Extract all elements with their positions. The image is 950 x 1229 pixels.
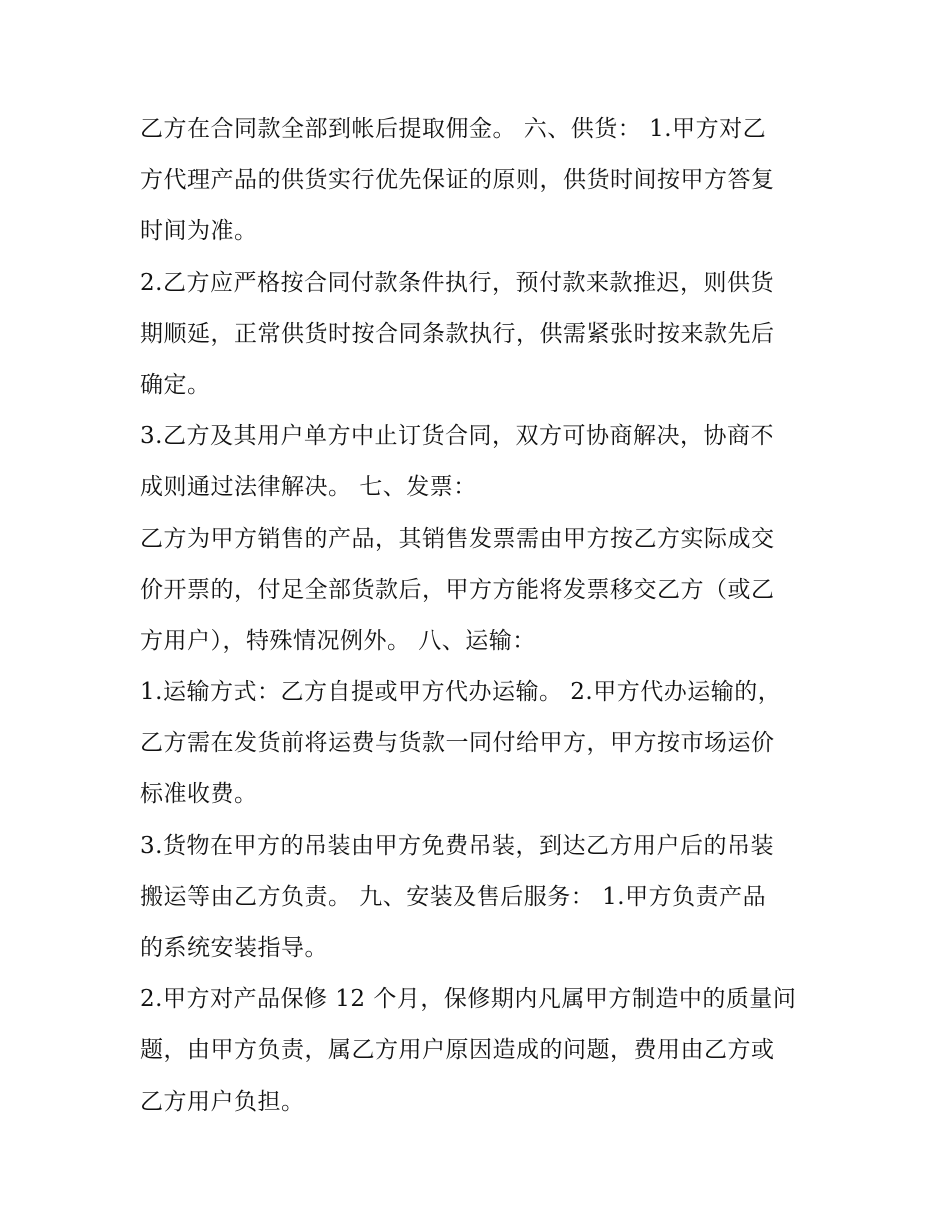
- text-line: 确定。: [140, 371, 211, 398]
- text-line: 时间为准。: [140, 218, 258, 245]
- document-body: [140, 104, 820, 1128]
- text-line: 3.乙方及其用户单方中止订货合同，双方可协商解决，协商不: [140, 423, 774, 450]
- text-line: 2.乙方应严格按合同付款条件执行，预付款来款推迟，则供货: [140, 269, 774, 296]
- text-line: 乙方在合同款全部到帐后提取佣金。 六、供货： 1.甲方对乙: [140, 116, 767, 142]
- text-line: 方代理产品的供货实行优先保证的原则，供货时间按甲方答复: [140, 167, 775, 194]
- text-line: 乙方用户负担。: [140, 1088, 305, 1115]
- text-line: 期顺延，正常供货时按合同条款执行，供需紧张时按来款先后: [140, 320, 775, 347]
- text-line: 标准收费。: [140, 781, 258, 808]
- text-line: 价开票的，付足全部货款后，甲方方能将发票移交乙方（或乙: [140, 576, 775, 603]
- text-line: 方用户），特殊情况例外。 八、运输：: [140, 627, 536, 654]
- text-line: 乙方需在发货前将运费与货款一同付给甲方，甲方按市场运价: [140, 730, 775, 757]
- text-line: 乙方为甲方销售的产品，其销售发票需由甲方按乙方实际成交: [140, 525, 775, 552]
- text-line: 成则通过法律解决。 七、发票：: [140, 474, 477, 501]
- text-line: 的系统安装指导。: [140, 935, 328, 961]
- text-line: 题，由甲方负责，属乙方用户原因造成的问题，费用由乙方或: [140, 1037, 775, 1064]
- text-line: 2.甲方对产品保修 12 个月，保修期内凡属甲方制造中的质量问: [140, 986, 797, 1013]
- text-line: 搬运等由乙方负责。 九、安装及售后服务： 1.甲方负责产品: [140, 883, 767, 910]
- text-line: 3.货物在甲方的吊装由甲方免费吊装，到达乙方用户后的吊装: [140, 832, 774, 859]
- text-line: 1.运输方式：乙方自提或甲方代办运输。 2.甲方代办运输的，: [140, 679, 782, 706]
